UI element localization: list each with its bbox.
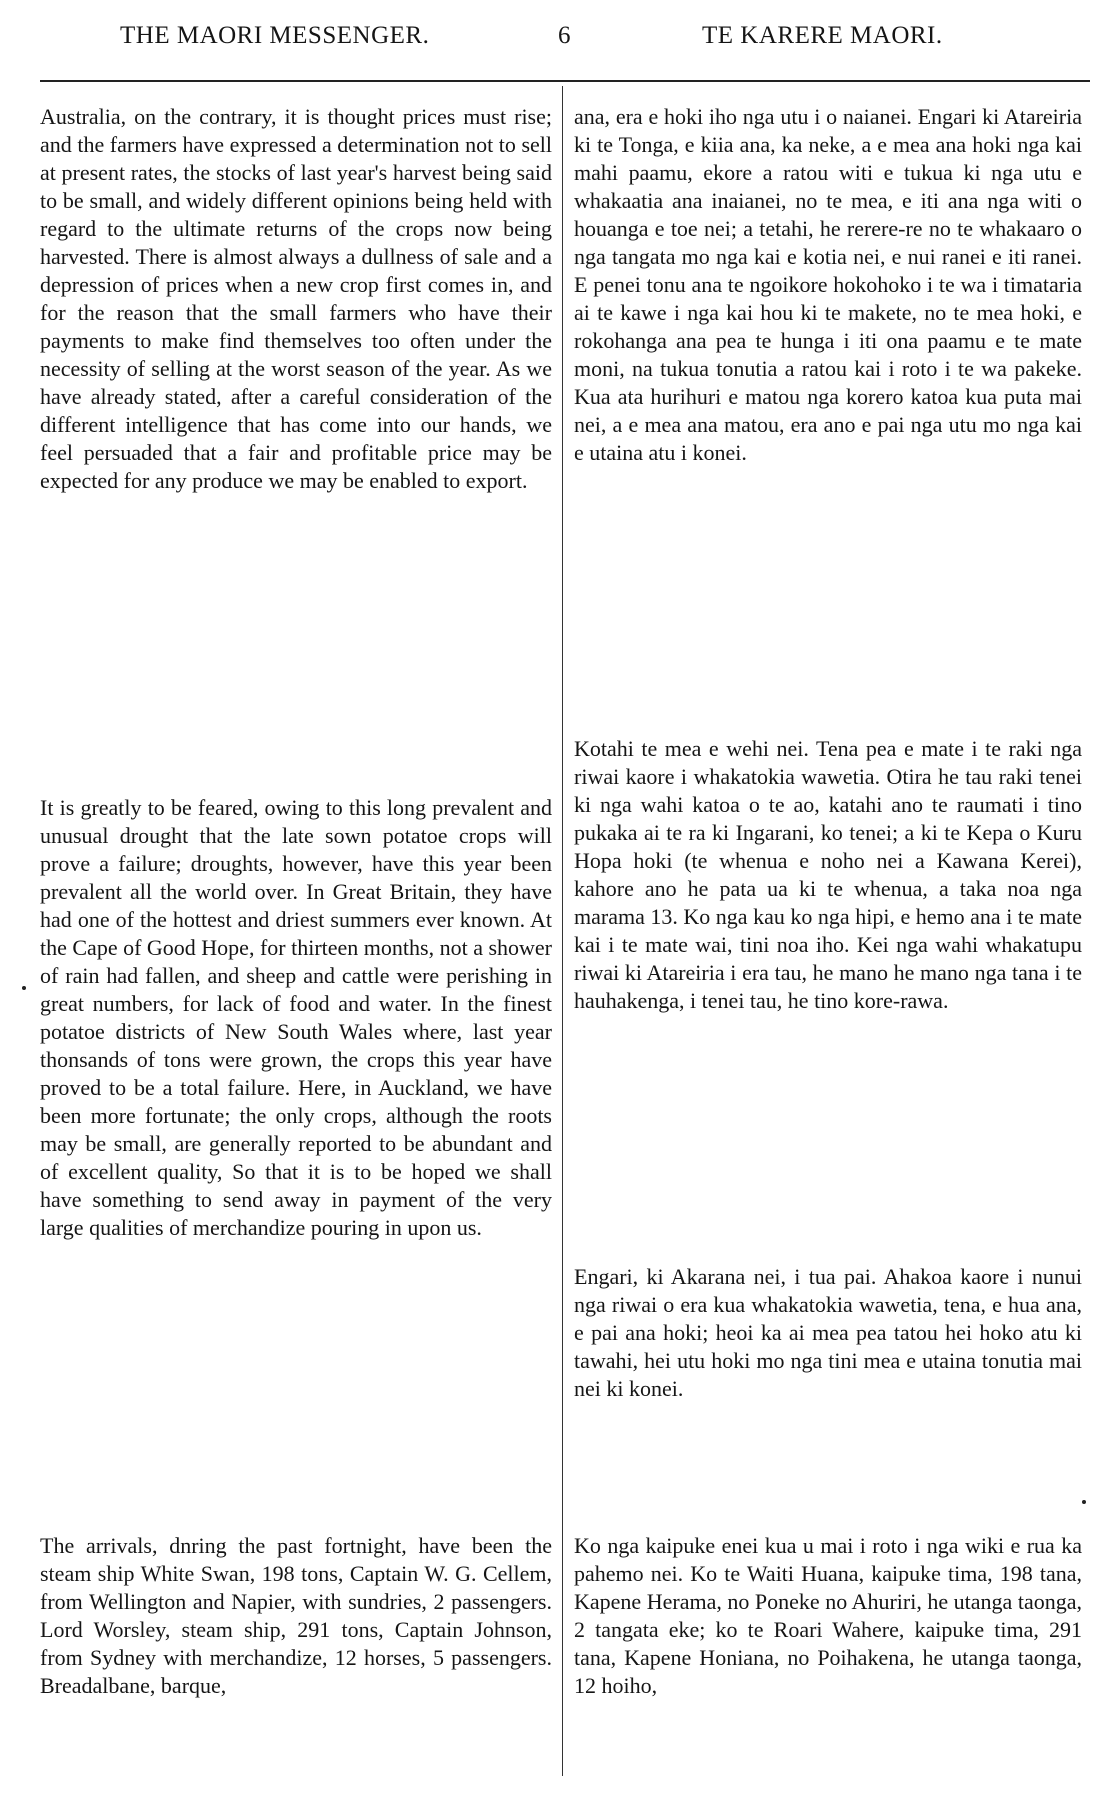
english-article-arrivals xyxy=(40,1532,552,1700)
maori-article-arrivals xyxy=(574,1532,1082,1700)
print-speck xyxy=(1082,1500,1086,1504)
english-masthead-title: THE MAORI MESSENGER. xyxy=(120,22,430,49)
english-paragraph: The arrivals, dnring the past fortnight, have been the steam ship White Swan, 198 tons, Captain W. G. Cellem, from Wellington and Napier, with sundries, 2 passengers. Lord Worsley, steam ship, 291 tons, Captain Johnson, from Sydney with merchandize, 12 horses, 5 passengers. Breadalbane, barque, xyxy=(40,1533,552,1698)
page-number: 6 xyxy=(558,22,571,49)
print-speck xyxy=(22,986,26,990)
maori-paragraph: Ko nga kaipuke enei kua u mai i roto i nga wiki e rua ka pahemo nei. Ko te Waiti Huana, kaipuke tima, 198 tana, Kapene Herama, no Poneke no Ahuriri, he utanga taonga, 2 tangata eke; ko te Roari Wahere, kaipuke tima, 291 tana, Kapene Honiana, no Poihakena, he utanga taonga, 12 hoiho, xyxy=(574,1533,1082,1698)
maori-paragraph: Engari, ki Akarana nei, i tua pai. Ahakoa kaore i nunui nga riwai o era kua whakatokia wawetia, tena, e hua ana, e pai ana hoki; heoi ka ai mea pea tatou hei hoko atu ki tawahi, hei utu hoki mo nga tini mea e utaina tonutia mai nei ki konei. xyxy=(574,1264,1082,1401)
maori-paragraph: Kotahi te mea e wehi nei. Tena pea e mate i te raki nga riwai kaore i whakatokia wawetia. Otira he tau raki tenei ki nga wahi katoa o te ao, katahi ano te raumati i tino pukaka ai te ra ki Ingarani, ko tenei; a ki te Kepa o Kuru Hopa hoki (te whenua e noho nei a Kawana Kerei), kahore ano he pata ua ki te whenua, a taka noa nga marama 13. Ko nga kau ko nga hipi, e hemo ana i te mate kai i te mate wai, tini noa iho. Kei nga wahi whakatupu riwai ki Atareiria i era tau, he mano he mano nga tana i te hauhakenga, i tenei tau, he tino kore-rawa. xyxy=(574,736,1082,1013)
header-rule xyxy=(40,80,1090,82)
maori-article-drought xyxy=(574,735,1082,1015)
column-divider xyxy=(562,86,563,1776)
maori-masthead-title: TE KARERE MAORI. xyxy=(702,22,943,49)
maori-article-markets xyxy=(574,103,1082,467)
maori-article-auckland xyxy=(574,1263,1082,1403)
english-article-markets xyxy=(40,103,552,495)
page-header xyxy=(0,22,1114,62)
english-paragraph: Australia, on the contrary, it is thought prices must rise; and the farmers have expressed a determination not to sell at present rates, the stocks of last year's harvest being said to be small, and widely different opinions being held with regard to the ultimate returns of the crops now being harvested. There is almost always a dullness of sale and a depression of prices when a new crop first comes in, and for the reason that the small farmers who have their payments to make find themselves too often under the necessity of selling at the worst season of the year. As we have already stated, after a careful consideration of the different intelligence that has come into our hands, we feel persuaded that a fair and profitable price may be expected for any produce we may be enabled to export. xyxy=(40,104,552,493)
english-paragraph: It is greatly to be feared, owing to this long prevalent and unusual drought that the late sown potatoe crops will prove a failure; droughts, however, have this year been prevalent all the world over. In Great Britain, they have had one of the hottest and driest summers ever known. At the Cape of Good Hope, for thirteen months, not a shower of rain had fallen, and sheep and cattle were perishing in great numbers, for lack of food and water. In the finest potatoe districts of New South Wales where, last year thonsands of tons were grown, the crops this year have proved to be a total failure. Here, in Auckland, we have been more fortunate; the only crops, although the roots may be small, are generally reported to be abundant and of excellent quality, So that it is to be hoped we shall have something to send away in payment of the very large qualities of merchandize pouring in upon us. xyxy=(40,795,552,1240)
maori-paragraph: ana, era e hoki iho nga utu i o naianei. Engari ki Atareiria ki te Tonga, e kiia ana, ka neke, a e mea ana hoki nga kai mahi paamu, ekore a ratou witi e tukua ki nga utu e whakaatia ana inaianei, no te mea, e iti ana nga witi o houanga e toe nei; a tetahi, he rerere-re no te whakaaro o nga tangata mo nga kai e kotia nei, e nui ranei e iti ranei. E penei tonu ana te ngoikore hokohoko i te wa i timataria ai te kawe i nga kai hou ki te makete, no te mea hoki, e rokohanga ana pea te hunga i iti ona paamu e te mate moni, na tukua tonutia a ratou kai i roto i te wa pakeke. Kua ata hurihuri e matou nga korero katoa kua puta mai nei, a e mea ana matou, era ano e pai nga utu mo nga kai e utaina atu i konei. xyxy=(574,104,1082,465)
english-article-drought xyxy=(40,794,552,1242)
